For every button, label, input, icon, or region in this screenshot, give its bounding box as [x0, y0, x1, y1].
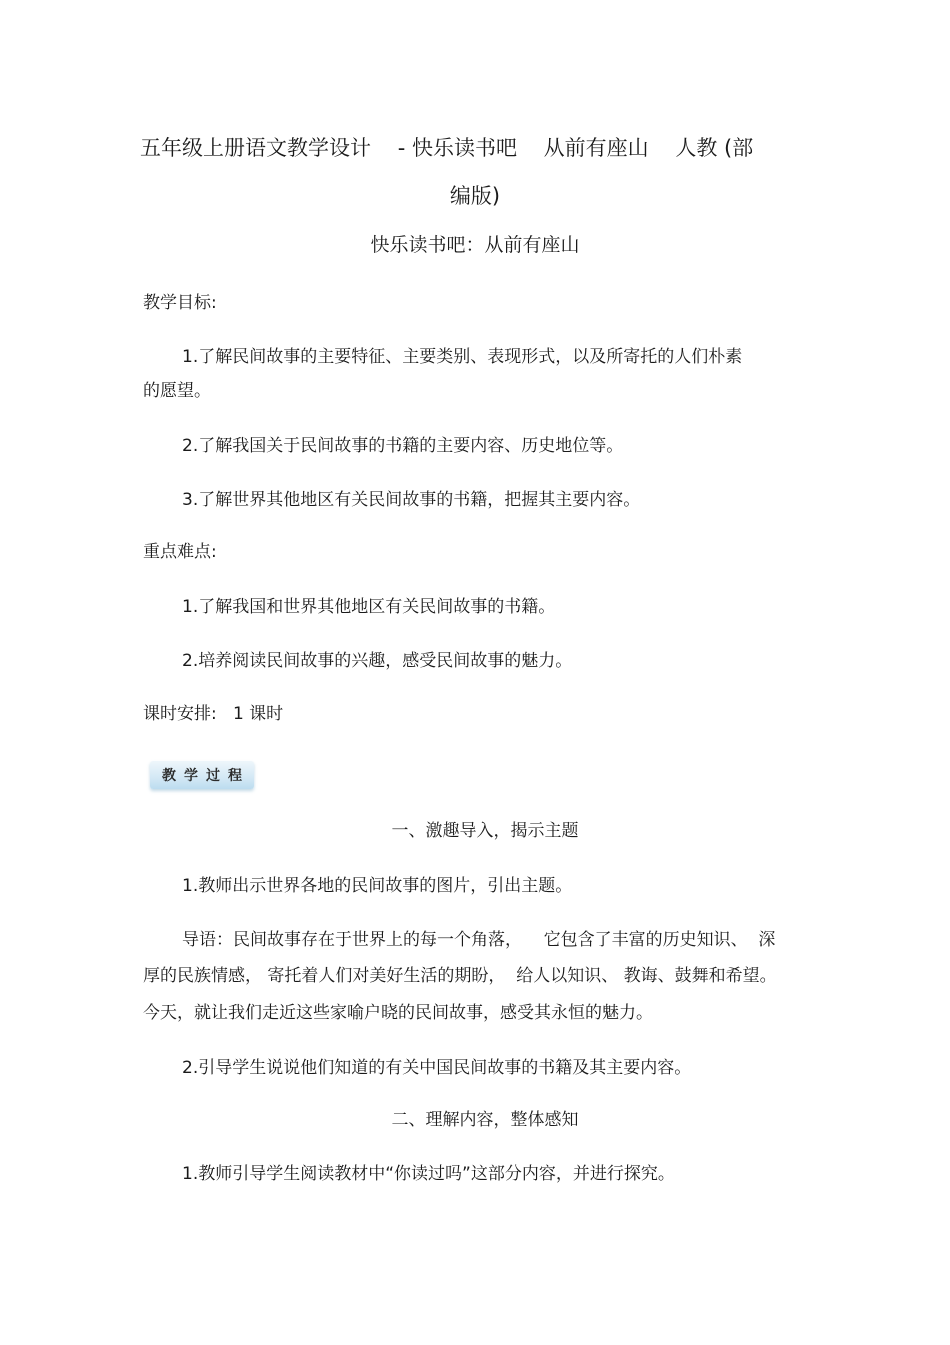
schedule-line: 课时安排: 1 课时: [143, 704, 284, 724]
intro-line-1: 导语：民间故事存在于世界上的每一个角落， 它包含了丰富的历史知识、 深: [182, 930, 776, 950]
step-2-1: 1.教师引导学生阅读教材中“你读过吗”这部分内容，并进行探究。: [182, 1164, 675, 1184]
objective-1-line1: 1.了解民间故事的主要特征、主要类别、表现形式，以及所寄托的人们朴素: [182, 347, 743, 367]
teaching-process-badge: [150, 761, 254, 789]
step-1-2: 2.引导学生说说他们知道的有关中国民间故事的书籍及其主要内容。: [182, 1058, 692, 1078]
intro-line-2: 厚的民族情感， 寄托着人们对美好生活的期盼， 给人以知识、 教诲、鼓舞和希望。: [143, 966, 777, 986]
objective-3: 3.了解世界其他地区有关民间故事的书籍，把握其主要内容。: [182, 490, 641, 510]
lesson-subtitle: 快乐读书吧：从前有座山: [370, 234, 580, 256]
intro-line-3: 今天，就让我们走近这些家喻户晓的民间故事，感受其永恒的魅力。: [143, 1003, 653, 1023]
keypoint-1: 1.了解我国和世界其他地区有关民间故事的书籍。: [182, 597, 556, 617]
section-1-heading: 一、激趣导入，揭示主题: [391, 821, 579, 841]
keypoints-heading: 重点难点:: [143, 542, 217, 562]
objective-1-line2: 的愿望。: [143, 381, 211, 401]
teaching-process-badge-label: 教学过程: [162, 768, 250, 784]
objective-2: 2.了解我国关于民间故事的书籍的主要内容、历史地位等。: [182, 436, 624, 456]
step-1-1: 1.教师出示世界各地的民间故事的图片，引出主题。: [182, 876, 573, 896]
section-2-heading: 二、理解内容，整体感知: [391, 1110, 579, 1130]
document-title-line1: 五年级上册语文教学设计 - 快乐读书吧 从前有座山 人教 (部: [140, 136, 754, 160]
keypoint-2: 2.培养阅读民间故事的兴趣，感受民间故事的魅力。: [182, 651, 573, 671]
document-title-line2: 编版): [449, 184, 501, 208]
objectives-heading: 教学目标:: [143, 293, 217, 313]
